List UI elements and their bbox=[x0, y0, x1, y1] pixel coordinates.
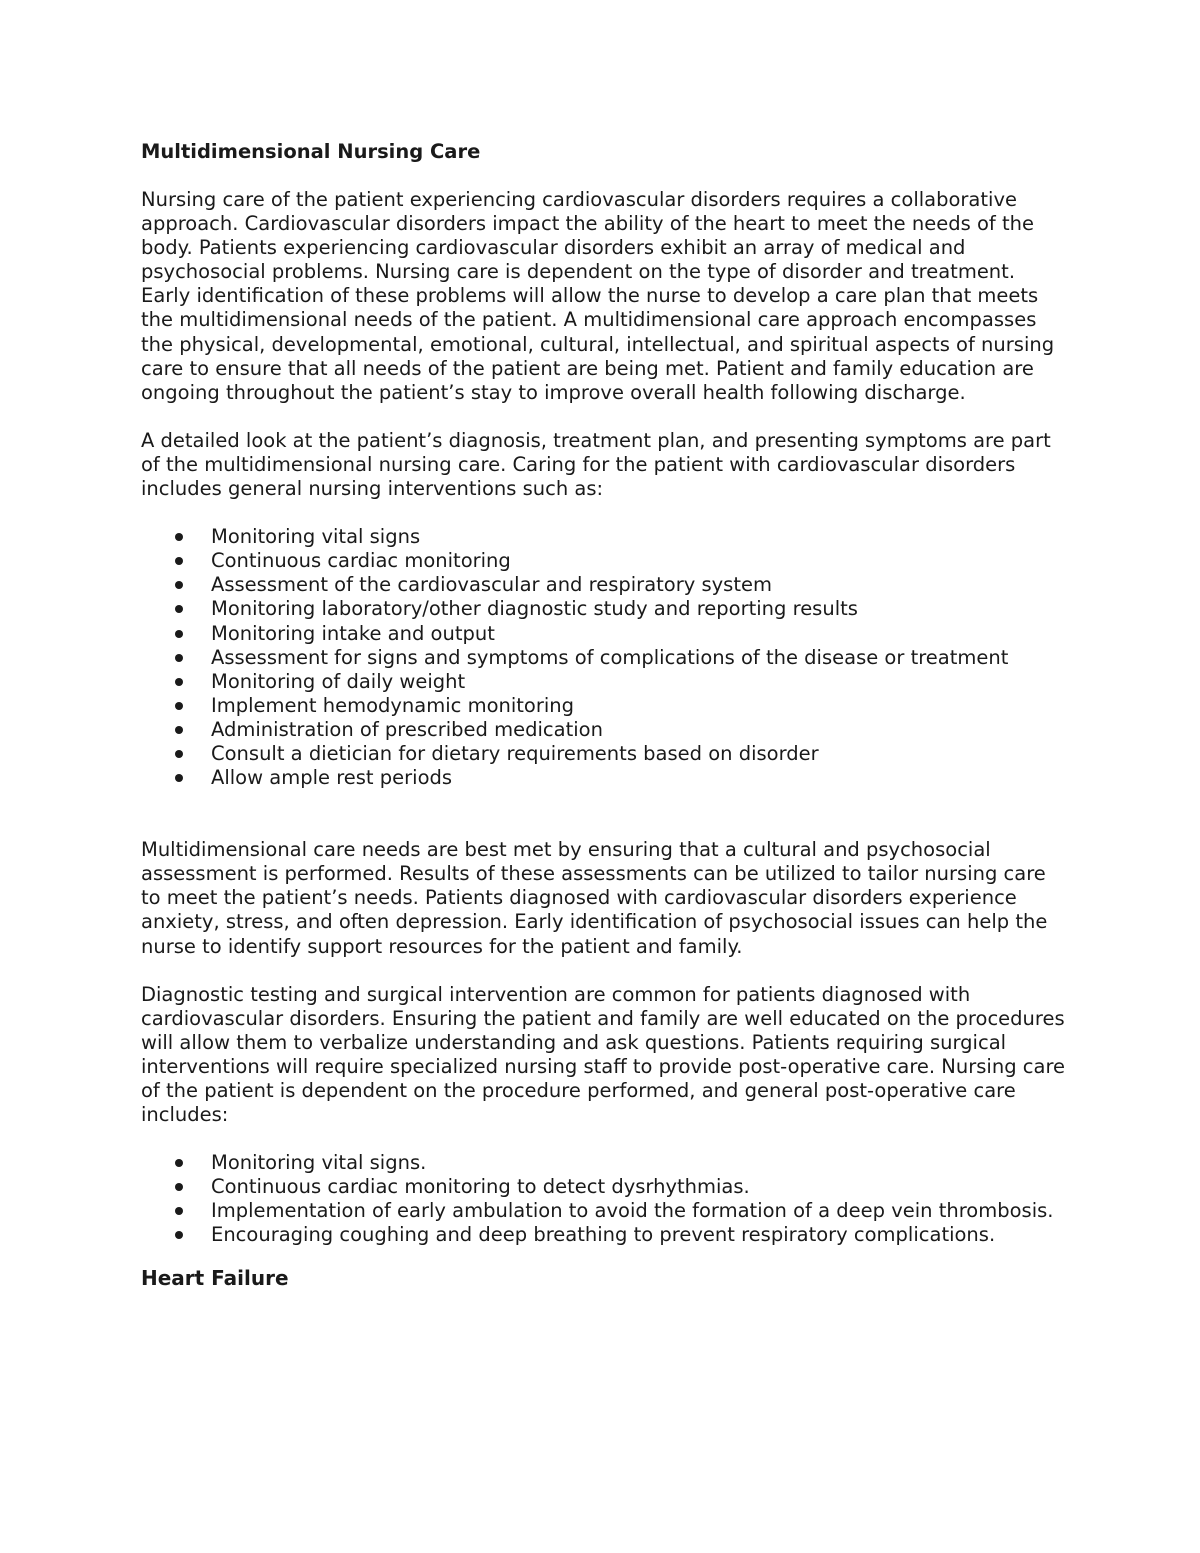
paragraph-psychosocial: Multidimensional care needs are best met by ensuring that a cultural and psychosocial assessment is performed. Results of these assessments can be utilized to tailor nursing care to meet the patient’s needs. Patients diagnosed with cardiovascular disorders experience anxiety, stress, and often depression. Early identification of psychosocial issues can help the nurse to identify support resources for the patient and family. bbox=[141, 838, 1048, 958]
paragraph-interventions-intro: A detailed look at the patient’s diagnosis, treatment plan, and presenting symptoms are part of the multidimensional nursing care. Caring for the patient with cardiovascular disorders includes general nursing interventions such as: bbox=[141, 428, 1051, 501]
list-item: Monitoring intake and output bbox=[141, 622, 1066, 646]
list-item: Allow ample rest periods bbox=[141, 766, 1066, 790]
paragraph-diagnostic: Diagnostic testing and surgical intervention are common for patients diagnosed with cardiovascular disorders. Ensuring the patient and family are well educated on the procedures will allow them to verbalize understanding and ask questions. Patients requiring surgical interventions will require specialized nursing staff to provide post-operative care. Nursing care of the patient is dependent on the procedure performed, and general post-operative care includes: bbox=[141, 982, 1066, 1127]
list-item: Implementation of early ambulation to avoid the formation of a deep vein thrombosis. bbox=[141, 1199, 1066, 1223]
list-item: Monitoring laboratory/other diagnostic study and reporting results bbox=[141, 597, 1066, 621]
page-title: Multidimensional Nursing Care bbox=[141, 140, 481, 163]
spacer bbox=[141, 790, 1066, 814]
list-item: Monitoring vital signs. bbox=[141, 1151, 1066, 1175]
spacer bbox=[141, 501, 1066, 525]
spacer bbox=[141, 959, 1066, 983]
spacer bbox=[141, 1127, 1066, 1151]
list-item: Assessment of the cardiovascular and respiratory system bbox=[141, 573, 1066, 597]
list-item: Monitoring vital signs bbox=[141, 525, 1066, 549]
spacer bbox=[141, 1248, 1066, 1266]
spacer bbox=[141, 164, 1066, 188]
list-item: Continuous cardiac monitoring to detect dysrhythmias. bbox=[141, 1175, 1066, 1199]
section-heading-heart-failure: Heart Failure bbox=[141, 1265, 289, 1290]
spacer bbox=[141, 405, 1066, 429]
list-item: Implement hemodynamic monitoring bbox=[141, 694, 1066, 718]
paragraph-intro: Nursing care of the patient experiencing cardiovascular disorders requires a collaborative approach. Cardiovascular disorders impact the ability of the heart to meet the needs of the body. Patients experiencing cardiovascular disorders exhibit an array of medical and psychosocial problems. Nursing care is dependent on the type of disorder and treatment. Early identification of these problems will allow the nurse to develop a care plan that meets the multidimensional needs of the patient. A multidimensional care approach encompasses the physical, developmental, emotional, cultural, intellectual, and spiritual aspects of nursing care to ensure that all needs of the patient are being met. Patient and family education are ongoing throughout the patient’s stay to improve overall health following discharge. bbox=[141, 188, 1055, 404]
list-item: Encouraging coughing and deep breathing to prevent respiratory complications. bbox=[141, 1223, 1066, 1247]
postop-care-list bbox=[141, 1151, 1066, 1247]
list-item: Consult a dietician for dietary requirements based on disorder bbox=[141, 742, 1066, 766]
document-page bbox=[141, 140, 1066, 1290]
list-item: Administration of prescribed medication bbox=[141, 718, 1066, 742]
list-item: Assessment for signs and symptoms of complications of the disease or treatment bbox=[141, 646, 1066, 670]
list-item: Continuous cardiac monitoring bbox=[141, 549, 1066, 573]
list-item: Monitoring of daily weight bbox=[141, 670, 1066, 694]
interventions-list bbox=[141, 525, 1066, 790]
spacer bbox=[141, 814, 1066, 838]
